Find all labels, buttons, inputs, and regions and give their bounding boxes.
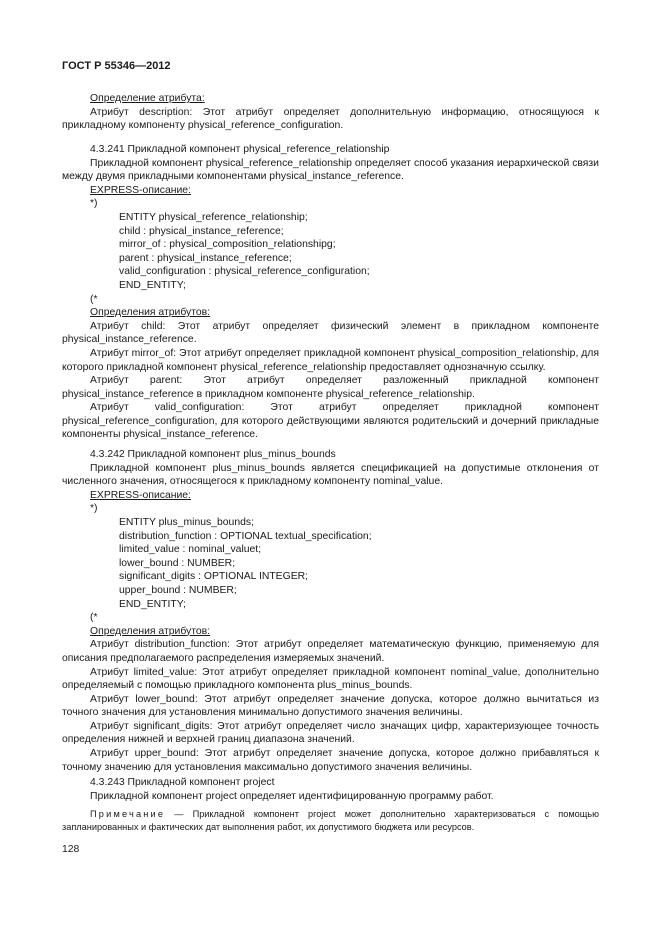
- description-attribute-text: Атрибут description: Этот атрибут определяет дополнительную информацию, относящуюся к прикладному компоненту physical_reference_configuration.: [62, 106, 599, 132]
- express-line: child : physical_instance_reference;: [119, 225, 284, 237]
- section-title: 4.3.242 Прикладной компонент plus_minus_bounds: [90, 449, 336, 460]
- express-open-mark: *): [90, 198, 98, 210]
- express-line: ENTITY plus_minus_bounds;: [119, 516, 254, 528]
- note-paragraph: [62, 808, 599, 834]
- standard-header: ГОСТ Р 55346—2012: [62, 60, 171, 72]
- attribute-definition: Атрибут valid_configuration: Этот атрибут определяет прикладной компонент physical_reference_configuration, для которого действующими являются родительский и дочерний прикладные компоненты physical_instance_reference.: [62, 402, 599, 441]
- express-line: ENTITY physical_reference_relationship;: [119, 211, 308, 223]
- express-line: END_ENTITY;: [119, 279, 186, 291]
- section-description: Прикладной компонент physical_reference_relationship определяет способ указания иерархической связи между двумя прикладными компонентами physical_instance_reference.: [62, 157, 599, 183]
- express-line: lower_bound : NUMBER;: [119, 557, 236, 569]
- section-title: 4.3.241 Прикладной компонент physical_reference_relationship: [90, 144, 390, 155]
- section-title: 4.3.243 Прикладной компонент project: [90, 777, 275, 788]
- express-label: EXPRESS-описание:: [90, 184, 191, 196]
- attributes-definitions-label: Определения атрибутов:: [90, 307, 211, 319]
- express-line: significant_digits : OPTIONAL INTEGER;: [119, 571, 309, 583]
- intro-block: [62, 92, 599, 133]
- attribute-definition-label: Определение атрибута:: [90, 93, 205, 104]
- express-label: EXPRESS-описание:: [90, 489, 191, 501]
- page-number: 128: [62, 844, 80, 855]
- attribute-definition: Атрибут mirror_of: Этот атрибут определяет прикладной компонент physical_composition_relationship, для которого прикладной компонент physical_reference_relationship предоставляет однозначную ссылку.: [62, 347, 599, 373]
- attribute-definition: Атрибут lower_bound: Этот атрибут определяет значение допуска, которое должно вычитаться из точного значения для установления минимально допустимого значения величины.: [62, 693, 599, 719]
- express-line: END_ENTITY;: [119, 598, 186, 610]
- express-line: upper_bound : NUMBER;: [119, 584, 237, 596]
- note-text: — Прикладной компонент project может дополнительно характеризоваться с помощью запланированных и фактических дат выполнения работ, их допустимого бюджета или ресурсов.: [62, 809, 599, 832]
- attribute-definition: Атрибут child: Этот атрибут определяет физический элемент в прикладном компоненте physical_instance_reference.: [62, 320, 599, 346]
- express-line: valid_configuration : physical_reference_configuration;: [119, 266, 370, 278]
- attribute-definition: Атрибут parent: Этот атрибут определяет разложенный прикладной компонент physical_instance_reference в прикладном компоненте physical_reference_relationship.: [62, 375, 599, 400]
- express-line: parent : physical_instance_reference;: [119, 252, 292, 264]
- attribute-definition: Атрибут upper_bound: Этот атрибут определяет значение допуска, которое должно прибавляться к точному значению для установления максимально допустимого значения величины.: [62, 748, 599, 773]
- attribute-definition: Атрибут distribution_function: Этот атрибут определяет математическую функцию, применяемую для описания предполагаемого распределения измеряемых значений.: [62, 639, 599, 664]
- express-close-mark: (*: [90, 612, 98, 624]
- express-line: mirror_of : physical_composition_relationshipg;: [119, 239, 336, 251]
- section-4-3-243: [62, 776, 599, 834]
- section-4-3-241: [62, 143, 599, 442]
- attributes-definitions-label: Определения атрибутов:: [90, 625, 211, 637]
- express-line: distribution_function : OPTIONAL textual_specification;: [119, 530, 372, 542]
- section-description: Прикладной компонент plus_minus_bounds является спецификацией на допустимые отклонения от численного значения, относящегося к прикладному компоненту nominal_value.: [62, 462, 599, 488]
- section-description: Прикладной компонент project определяет идентифицированную программу работ.: [90, 790, 494, 802]
- express-close-mark: (*: [90, 293, 98, 305]
- attribute-definition: Атрибут limited_value: Этот атрибут определяет прикладной компонент nominal_value, дополнительно определяемый с помощью прикладного компонента plus_minus_bounds.: [62, 666, 599, 692]
- express-line: limited_value : nominal_valuet;: [119, 544, 262, 556]
- express-open-mark: *): [90, 503, 98, 515]
- attribute-definition: Атрибут significant_digits: Этот атрибут определяет число значащих цифр, характеризующее точность определения нижней и верхней границ диапазона значений.: [62, 720, 599, 746]
- note-label: Примечание: [90, 809, 166, 820]
- section-4-3-242: [62, 448, 599, 774]
